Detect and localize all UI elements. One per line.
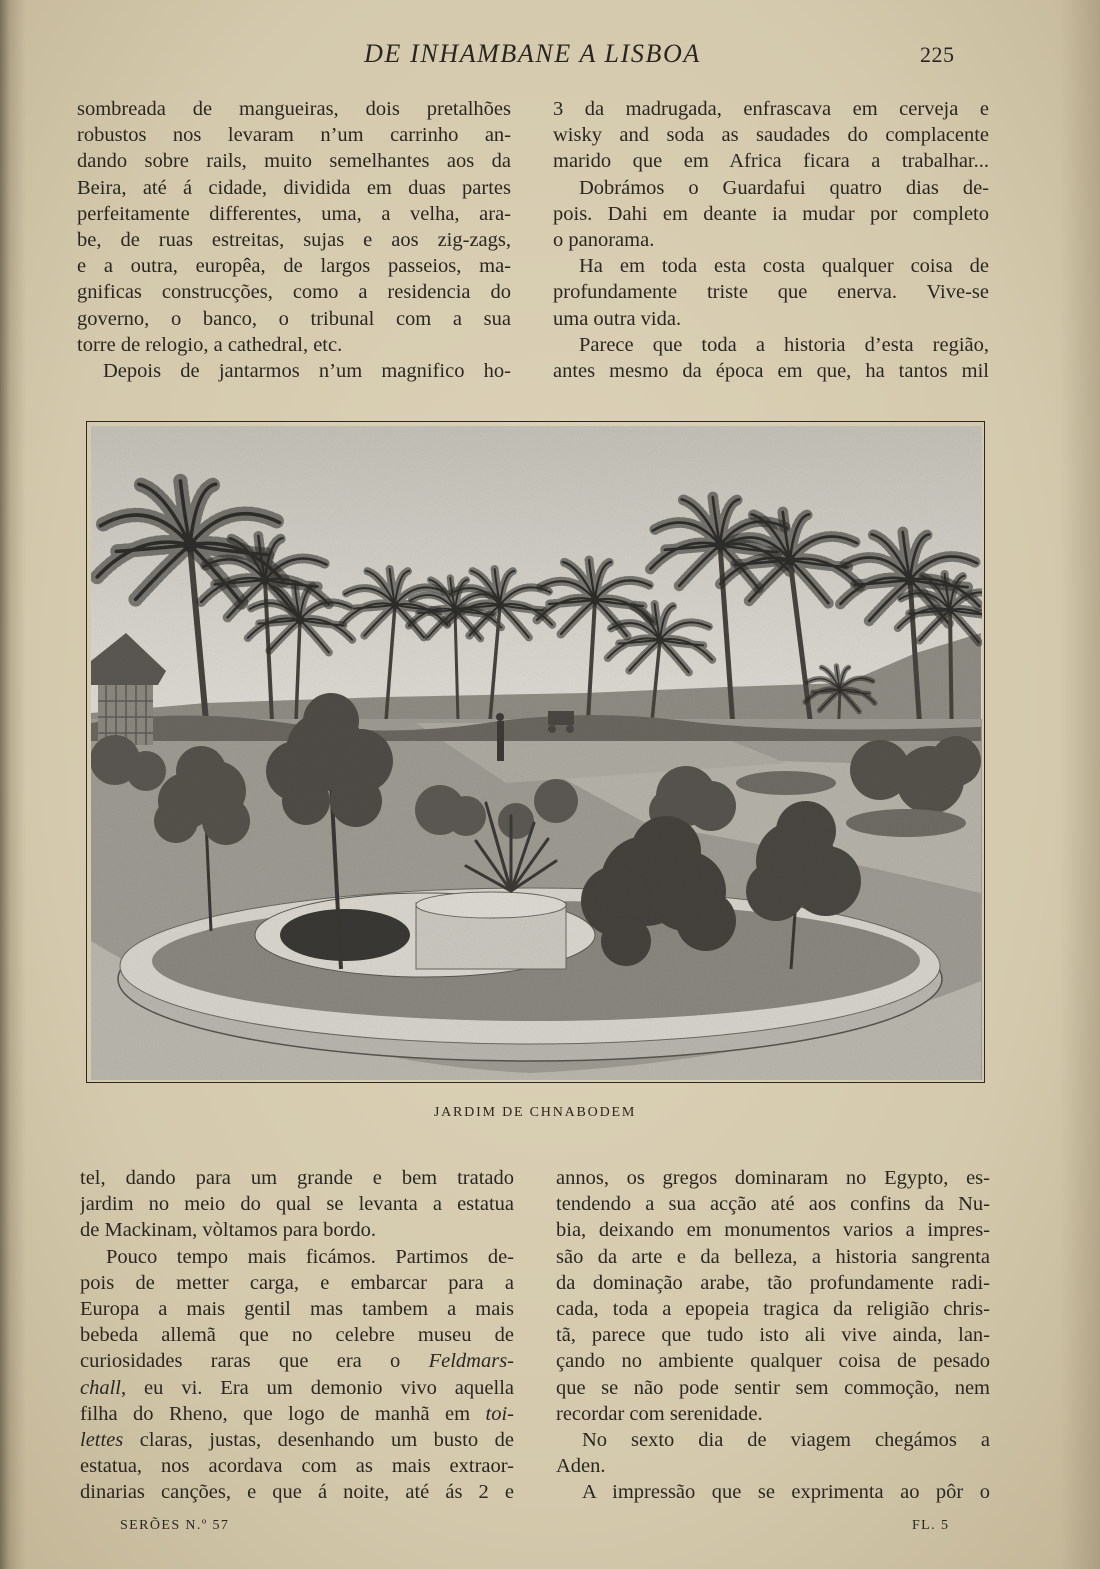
text-line: cada, toda a epopeia tragica da religião chris- <box>556 1297 990 1320</box>
sheet-number: FL. 5 <box>912 1518 950 1533</box>
paragraph-start-line: Ha em toda esta costa qualquer coisa de <box>579 255 989 278</box>
text-column-bottom-right <box>556 1165 990 1505</box>
text-line: sombreada de mangueiras, dois pretalhões <box>77 98 511 120</box>
text-line: são da arte e da belleza, a historia sangrenta <box>556 1245 990 1268</box>
text-line: tel, dando para um grande e bem tratado <box>80 1167 514 1189</box>
text-line: Europa a mais gentil mas tambem a mais <box>80 1297 514 1320</box>
paragraph-start-line: A impressão que se exprimenta ao pôr o <box>582 1481 990 1504</box>
text-line <box>80 1427 514 1453</box>
text-line <box>80 1375 514 1401</box>
italic-run: Feldmars- <box>428 1350 514 1373</box>
text-line: pois de metter carga, e embarcar para a <box>80 1271 514 1294</box>
paragraph-start-line: Parece que toda a historia d’esta região, <box>579 333 989 356</box>
text-line: perfeitamente differentes, uma, a velha, ara- <box>77 202 511 225</box>
running-title: DE INHAMBANE A LISBOA <box>364 39 701 68</box>
text-line: dinarias canções, e que á noite, até ás 2 e <box>80 1481 514 1504</box>
text-line: recordar com serenidade. <box>556 1402 763 1425</box>
text-line: torre de relogio, a cathedral, etc. <box>77 333 343 356</box>
text-line: tendendo a sua acção até aos confins da Nu- <box>556 1193 990 1216</box>
text-line: que se não pode sentir sem commoção, nem <box>556 1376 990 1399</box>
text-line: de Mackinam, vòltamos para bordo. <box>80 1219 377 1242</box>
text-line: Aden. <box>556 1455 606 1478</box>
text-line: wisky and soda as saudades do complacente <box>553 124 989 147</box>
figure-caption: JARDIM DE CHNABODEM <box>433 1105 637 1120</box>
italic-run: lettes <box>80 1428 124 1451</box>
text-line: marido que em Africa ficara a trabalhar... <box>553 150 989 173</box>
text-run: curiosidades raras que era o <box>80 1350 429 1373</box>
photo-scene <box>90 426 985 1083</box>
text-line: antes mesmo da época em que, ha tantos mil <box>553 359 989 382</box>
text-line: gnificas construcções, como a residencia do <box>77 281 511 304</box>
paragraph-start-line: No sexto dia de viagem chegámos a <box>582 1428 990 1451</box>
text-line: dando sobre rails, muito semelhantes aos da <box>77 150 511 173</box>
text-line: e a outra, europêa, de largos passeios, ma- <box>77 255 511 278</box>
text-line: 3 da madrugada, enfrascava em cerveja e <box>553 98 989 120</box>
text-line: tã, parece que tudo isto ali vive ainda, lan- <box>556 1324 990 1347</box>
text-line: robustos nos levaram n’um carrinho an- <box>77 124 511 147</box>
photo-canvas <box>86 421 985 1083</box>
text-line: annos, os gregos dominaram no Egypto, es- <box>556 1167 990 1189</box>
text-run: filha do Rheno, que logo de manhã em <box>80 1402 486 1425</box>
text-line: be, de ruas estreitas, sujas e aos zig-zags, <box>77 228 511 251</box>
text-line: profundamente triste que enerva. Vive-se <box>553 281 989 304</box>
photo-grain <box>91 426 982 1080</box>
page-number: 225 <box>920 42 955 67</box>
paragraph-start-line: Depois de jantarmos n’um magnifico ho- <box>103 359 511 382</box>
issue-signature: SERÕES N.º 57 <box>120 1518 230 1533</box>
paragraph-start-line: Dobrámos o Guardafui quatro dias de- <box>579 176 989 199</box>
italic-run: chall <box>80 1376 121 1399</box>
text-line: o panorama. <box>553 228 655 251</box>
text-run: , eu vi. Era um demonio vivo aquella <box>121 1376 514 1399</box>
text-line: uma outra vida. <box>553 307 682 330</box>
text-line: jardim no meio do qual se levanta a estatua <box>80 1193 514 1216</box>
text-line: governo, o banco, o tribunal com a sua <box>77 307 511 330</box>
text-line: bia, deixando em monumentos varios a impres- <box>556 1219 990 1242</box>
text-column-top-right <box>553 96 989 384</box>
paragraph-start-line: Pouco tempo mais ficámos. Partimos de- <box>106 1245 514 1268</box>
text-column-top-left <box>77 96 511 384</box>
text-line: pois. Dahi em deante ia mudar por completo <box>553 202 989 225</box>
text-line: bebeda allemã que no celebre museu de <box>80 1324 514 1347</box>
text-column-bottom-left <box>80 1165 514 1505</box>
text-run: claras, justas, desenhando um busto de <box>123 1428 514 1451</box>
text-line: Beira, até á cidade, dividida em duas partes <box>77 176 511 199</box>
text-line <box>80 1401 514 1427</box>
garden-photograph <box>86 421 985 1083</box>
text-line: çando no ambiente qualquer coisa de pesado <box>556 1350 990 1373</box>
text-line: da dominação arabe, tão profundamente radi- <box>556 1271 990 1294</box>
text-line: estatua, nos acordava com as mais extraor- <box>80 1455 514 1478</box>
italic-run: toi- <box>485 1402 514 1425</box>
text-line <box>80 1348 514 1374</box>
